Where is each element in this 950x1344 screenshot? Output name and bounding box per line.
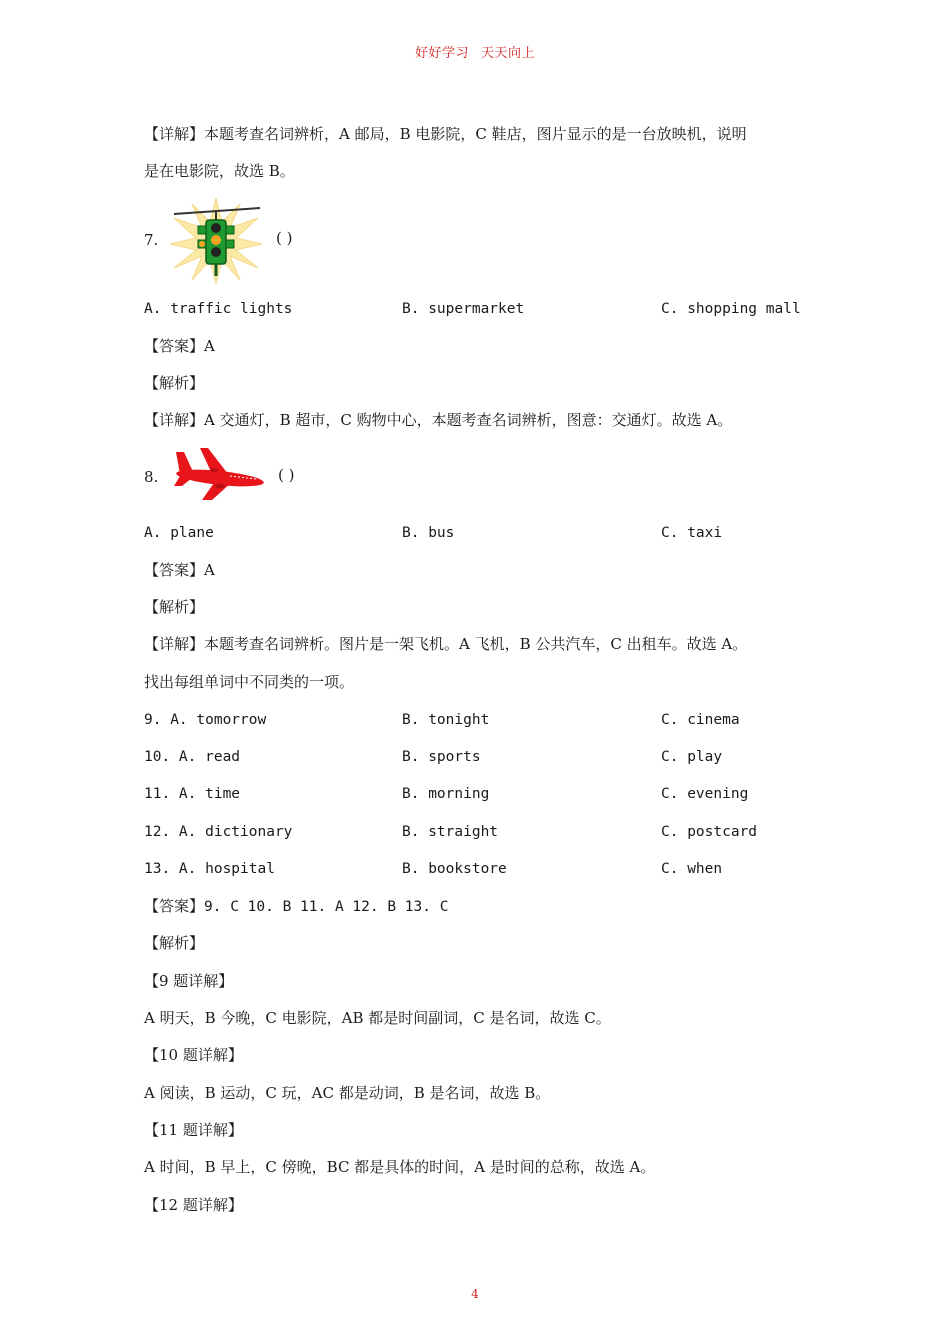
- group-10-c: C. play: [661, 749, 723, 765]
- q8-answer-blank: ( ): [278, 466, 295, 484]
- group-13-c: C. when: [661, 861, 723, 877]
- q7-option-c: C. shopping mall: [661, 301, 801, 317]
- group-12-a: 12. A. dictionary: [144, 824, 293, 840]
- q8-option-b: B. bus: [402, 525, 455, 541]
- group-11-a: 11. A. time: [144, 786, 241, 802]
- header-right: 天天向上: [481, 46, 536, 61]
- group-answer-label: 【答案】: [144, 897, 205, 915]
- q9-explanation-text: A 明天，B 今晚，C 电影院，AB 都是时间副词，C 是名词，故选 C。: [144, 1009, 611, 1027]
- q6-detail-line1: 【详解】本题考查名词辨析，A 邮局，B 电影院，C 鞋店，图片显示的是一台放映机，说明: [144, 125, 747, 143]
- q12-explanation-title: 【12 题详解】: [144, 1196, 243, 1214]
- section-title: 找出每组单词中不同类的一项。: [144, 673, 355, 691]
- group-analysis: 【解析】: [144, 934, 205, 952]
- q8-option-c: C. taxi: [661, 525, 723, 541]
- group-10-a: 10. A. read: [144, 749, 241, 765]
- q7-answer: 【答案】A: [144, 337, 215, 355]
- q8-answer: 【答案】A: [144, 561, 215, 579]
- q6-detail-line2: 是在电影院，故选 B。: [144, 162, 295, 180]
- q8-detail: 【详解】本题考查名词辨析。图片是一架飞机。A 飞机，B 公共汽车，C 出租车。故选 A。: [144, 635, 748, 653]
- header-left: 好好学习: [414, 46, 469, 61]
- group-answer-items: 9. C 10. B 11. A 12. B 13. C: [204, 899, 449, 915]
- group-11-b: B. morning: [402, 786, 490, 802]
- traffic-light-icon: [168, 196, 264, 286]
- q8-option-a: A. plane: [144, 525, 214, 541]
- group-answer: [144, 895, 448, 918]
- q7-detail: 【详解】A 交通灯，B 超市，C 购物中心，本题考查名词辨析，图意：交通灯。故选 A。: [144, 411, 733, 429]
- page-number: 4: [471, 1287, 479, 1301]
- airplane-icon: [168, 444, 268, 502]
- group-9-a: 9. A. tomorrow: [144, 712, 267, 728]
- group-11-c: C. evening: [661, 786, 749, 802]
- q7-analysis: 【解析】: [144, 374, 205, 392]
- q10-explanation-title: 【10 题详解】: [144, 1046, 243, 1064]
- group-13-a: 13. A. hospital: [144, 861, 275, 877]
- q8-number: 8.: [144, 468, 159, 486]
- q10-explanation-text: A 阅读，B 运动，C 玩，AC 都是动词，B 是名词，故选 B。: [144, 1084, 551, 1102]
- group-9-b: B. tonight: [402, 712, 490, 728]
- q11-explanation-title: 【11 题详解】: [144, 1121, 243, 1139]
- q7-answer-blank: ( ): [276, 229, 293, 247]
- group-12-c: C. postcard: [661, 824, 758, 840]
- q8-analysis: 【解析】: [144, 598, 205, 616]
- q7-option-b: B. supermarket: [402, 301, 525, 317]
- group-13-b: B. bookstore: [402, 861, 507, 877]
- page-header: [0, 42, 950, 61]
- q7-option-a: A. traffic lights: [144, 301, 293, 317]
- group-10-b: B. sports: [402, 749, 481, 765]
- q7-number: 7.: [144, 231, 159, 249]
- q11-explanation-text: A 时间，B 早上，C 傍晚，BC 都是具体的时间，A 是时间的总称，故选 A。: [144, 1158, 656, 1176]
- group-12-b: B. straight: [402, 824, 499, 840]
- q9-explanation-title: 【9 题详解】: [144, 972, 234, 990]
- group-9-c: C. cinema: [661, 712, 740, 728]
